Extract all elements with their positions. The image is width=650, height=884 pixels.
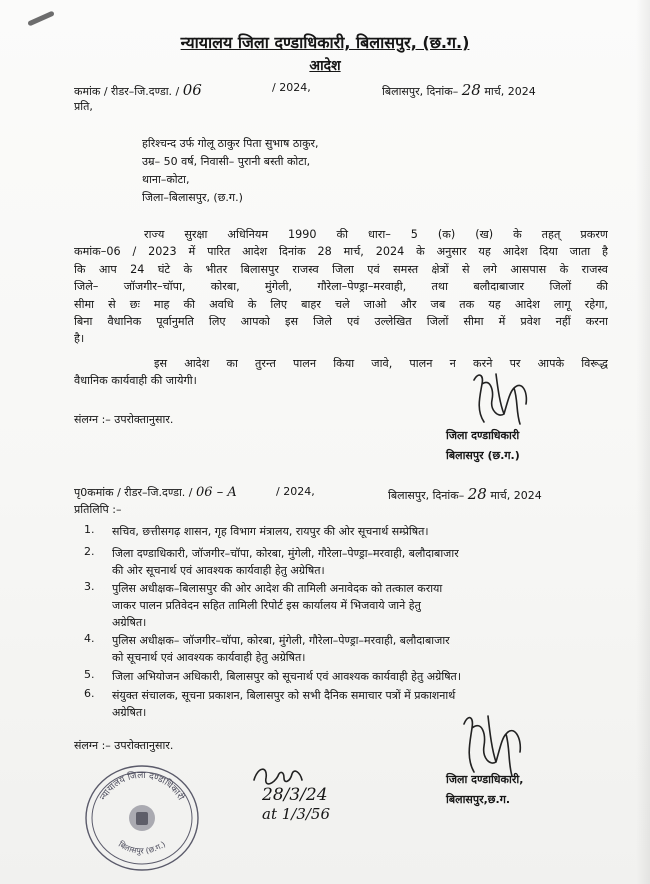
copy-number: 4. [84,632,95,645]
order-body [74,226,608,348]
copy-reference-prefix: पृ0कमांक / रीडर–जि.दण्डा. / [74,486,193,499]
reference-prefix: कमांक / रीडर–जि.दण्डा. / [74,85,180,98]
body-line: बिना वैधानिक पूर्वानुमति लिए आपको इस जिले एवं उल्लेखित जिलों सीमा में प्रवेश नहीं करना [74,314,608,328]
handwritten-time: at 1/3/56 [262,805,331,823]
copy-number: 6. [84,687,95,700]
pen-mark [27,11,55,27]
signatory-place: बिलासपुर (छ.ग.) [446,449,520,462]
copy-recipient [112,632,612,666]
copy-number: 2. [84,545,95,558]
addressee-line: थाना–कोटा, [142,173,190,186]
addressee-line: हरिश्चन्द उर्फ गोलू ठाकुर पिता सुभाष ठाकुर, [142,137,319,150]
copy-number: 3. [84,580,95,593]
copy-line: जिला दण्डाधिकारी, जॉजगीर–चॉपा, कोरबा, मुंगेली, गौरेला–पेण्ड्रा–मरवाही, बलौदाबाजार [112,547,459,560]
compliance-line: इस आदेश का तुरन्त पालन किया जावे, पालन न करने पर आपके विरूद्ध [154,357,608,370]
date-handwritten: 28 [461,81,481,99]
copy-reference-date [388,486,542,503]
office-seal [82,760,202,872]
compliance-line: वैधानिक कार्यवाही की जायेगी। [74,374,197,388]
copy-line: जिला अभियोजन अधिकारी, बिलासपुर को सूचनार्थ एवं आवश्यक कार्यवाही हेतु अग्रेषित। [112,670,462,683]
copy-month-year: मार्च, 2024 [490,489,542,502]
copy-reference-year: / 2024, [276,485,315,498]
to-label: प्रति, [74,100,93,113]
reference-date [382,82,536,99]
copy-line: पुलिस अधीक्षक– जॉजगीर–चॉपा, कोरबा, मुंगेली, गौरेला–पेण्ड्रा–मरवाही, बलौदाबाजार [112,634,450,647]
reference-number-handwritten: 06 [182,81,202,99]
copy-recipient [112,523,612,540]
copy-number: 5. [84,668,95,681]
copy-reference-number [74,486,237,501]
body-line: राज्य सुरक्षा अधिनियम 1990 की धारा– 5 (क) (ख) के तहत् प्रकरण [144,228,608,241]
signatory-title: जिला दण्डाधिकारी [446,429,520,442]
body-line: जिले– जॉजगीर–चॉपा, कोरबा, मुंगेली, गौरेला–पेण्ड्रा–मरवाही, तथा बलौदाबाजार जिलों की [74,280,608,294]
copy-line: संयुक्त संचालक, सूचना प्रकाशन, बिलासपुर को सभी दैनिक समाचार पत्रों में प्रकाशनार्थ [112,689,456,702]
copy-date-handwritten: 28 [467,485,487,503]
copy-place-date-label: बिलासपुर, दिनांक– [388,489,465,502]
copy-number-handwritten: 06 – A [196,485,237,500]
body-line: कि आप 24 घंटे के भीतर बिलासपुर राजस्व जिला एवं समस्त क्षेत्रों से लगे आसपास के राजस्व [74,262,608,276]
copy-line: जाकर पालन प्रतिवेदन सहित तामिली रिपोर्ट इस कार्यालय में भिजवाये जाने हेतु [112,599,421,612]
place-date-label: बिलासपुर, दिनांक– [382,85,459,98]
handwritten-date: 28/3/24 [262,785,328,805]
reference-number [74,82,202,99]
addressee-line: उम्र– 50 वर्ष, निवासी– पुरानी बस्ती कोटा, [142,155,311,168]
signature-1 [468,370,548,436]
seal-top-text: न्यायालय जिला दण्डाधिकारी [98,770,186,803]
copy-line: अग्रेषित। [112,616,147,629]
reference-year: / 2024, [272,81,311,94]
copy-recipient [112,580,612,631]
copy-number: 1. [84,523,95,536]
copy-recipient [112,668,612,685]
svg-text:बिलासपुर (छ.ग.) [117,839,167,857]
addressee-line: जिला–बिलासपुर, (छ.ग.) [142,191,243,204]
body-line: सीमा से छः माह की अवधि के लिए बाहर चले जाओ और जब तक यह आदेश लागू रहेगा, [74,297,608,311]
page-shadow [636,0,650,884]
copy-recipient [112,545,612,579]
copy-line: सचिव, छत्तीसगढ़ शासन, गृह विभाग मंत्रालय, रायपुर की ओर सूचनार्थ सम्प्रेषित। [112,525,429,538]
seal-bottom-text: बिलासपुर (छ.ग.) [116,839,168,856]
copy-line: को सूचनार्थ एवं आवश्यक कार्यवाही हेतु अग्रेषित। [112,651,306,664]
office-heading: न्यायालय जिला दण्डाधिकारी, बिलासपुर, (छ.ग.) [180,33,470,52]
body-line: है। [74,332,85,346]
copy-label: प्रतिलिपि :– [74,503,122,516]
month-year: मार्च, 2024 [484,85,536,98]
document-type-heading: आदेश [309,58,341,74]
copy-line: पुलिस अधीक्षक–बिलासपुर की ओर आदेश की तामिली अनावेदक को तत्काल कराया [112,582,443,595]
copy-line: की ओर सूचनार्थ एवं आवश्यक कार्यवाही हेतु अग्रेषित। [112,564,325,577]
body-line: कमांक–06 / 2023 में पारित आदेश दिनांक 28 मार्च, 2024 के अनुसार यह आदेश दिया जाता है [74,245,608,259]
enclosure: संलग्न :– उपरोक्तानुसार. [74,413,174,426]
enclosure-2: संलग्न :– उपरोक्तानुसार. [74,739,174,752]
signatory-2-title: जिला दण्डाधिकारी, [446,773,524,786]
signatory-2-place: बिलासपुर,छ.ग. [446,793,511,806]
copy-line: अग्रेषित। [112,706,147,719]
